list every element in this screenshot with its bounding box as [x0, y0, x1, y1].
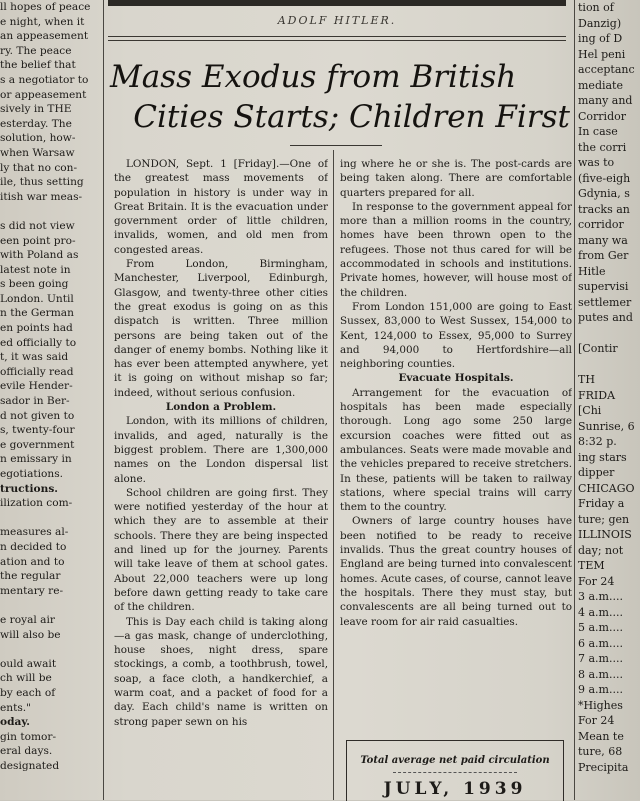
- circulation-month: JULY, 1939: [383, 779, 527, 799]
- circulation-divider: [393, 772, 517, 773]
- paragraph: LONDON, Sept. 1 [Friday].—One of the greatest mass movements of population in history is under way in Great Britain. It is the evacuation under government order of little children, invalids, women, and old men from congested areas.: [114, 158, 328, 256]
- paragraph: Owners of large country houses have been notified to be ready to receive invalids. Thus the great country houses of England are being turned into convalescent homes. Acute cases, of course, cannot leave the hospitals. There they must stay, but convalescents are all being turned out to leave room for air raid casualties.: [340, 515, 572, 628]
- fragment-line: ents.": [0, 701, 32, 714]
- photo-bottom-edge: [108, 0, 566, 6]
- fragment-line: e night, when it: [0, 15, 85, 28]
- fragment-line: ch will be: [0, 672, 52, 685]
- headline-line-2: Cities Starts; Children First: [133, 99, 570, 135]
- fragment-line: tracks an: [578, 202, 630, 216]
- fragment-line: sador in Ber-: [0, 395, 70, 408]
- fragment-line: the belief that: [0, 59, 76, 72]
- fragment-line: 6 a.m....: [578, 636, 623, 650]
- fragment-line: Hel peni: [578, 47, 626, 61]
- fragment-line: Friday a: [578, 497, 625, 510]
- fragment-line: *Highes: [578, 698, 623, 712]
- subheading-london: London a Problem.: [165, 401, 277, 414]
- article-column-1: [114, 157, 328, 800]
- fragment-line: 8:32 p.: [578, 435, 617, 448]
- fragment-line: 8 a.m....: [578, 667, 623, 681]
- fragment-line: TH: [578, 373, 595, 386]
- fragment-line: een point pro-: [0, 234, 76, 247]
- fragment-line: with Poland as: [0, 249, 79, 262]
- fragment-line: putes and: [578, 311, 633, 324]
- fragment-line: n decided to: [0, 540, 67, 553]
- fragment-line: Corridor: [578, 109, 626, 123]
- paragraph: Arrangement for the evacuation of hospitals has been made especially thorough. Long ago some 250 large excursion coaches were fitted out as ambulances. Seats were made movable and the vehicles prepared to receive stretchers. In these, patients will be taken to railway stations, where special trains will carry them to the country.: [340, 386, 572, 514]
- fragment-line: mediate: [578, 78, 623, 92]
- paragraph: In response to the government appeal for more than a million rooms in the country, homes have been thrown open to the refugees. Those not thus cared for will be accommodated in schools and institutions. Private homes, however, will house most of the children.: [340, 200, 572, 299]
- fragment-line: TEM: [578, 559, 605, 572]
- paragraph: This is Day each child is taking along—a gas mask, change of underclothing, house shoes, night dress, spare stockings, a comb, a toothbrush, towel, soap, a face cloth, a handkerchief, a warm coat, and a packet of food for a day. Each child's name is written on strong paper sewn on his: [114, 615, 328, 728]
- fragment-line: s did not view: [0, 219, 75, 232]
- fragment-line: n the German: [0, 307, 74, 320]
- paragraph: School children are going first. They were notified yesterday of the hour at which they are to assemble at their schools. There they are being inspected and lined up for the journey. Parents will take leave of them at school gates. About 22,000 teachers were up long before dawn getting ready to take care of the children.: [114, 486, 328, 614]
- fragment-line: from Ger: [578, 249, 629, 262]
- caption-rule: [108, 36, 566, 37]
- fragment-line: s, twenty-four: [0, 424, 75, 437]
- right-fragment-column: [578, 0, 640, 800]
- fragment-line: designated: [0, 759, 60, 772]
- photo-caption: ADOLF HITLER.: [277, 14, 397, 27]
- fragment-line: London. Until: [0, 292, 74, 305]
- column-rule-middle: [333, 150, 334, 800]
- fragment-line: settlemer: [578, 295, 632, 309]
- fragment-line: Gdynia, s: [578, 187, 630, 200]
- left-fragment-column: [0, 0, 96, 800]
- fragment-line: will also be: [0, 628, 61, 641]
- headline-line-1: Mass Exodus from British: [110, 59, 517, 95]
- fragment-line: [0, 204, 96, 219]
- fragment-line: ation and to: [0, 555, 65, 568]
- fragment-line: Precipita: [578, 760, 629, 774]
- fragment-line: latest note in: [0, 263, 71, 276]
- fragment-line: ILLINOIS: [578, 528, 632, 541]
- fragment-line: tion of: [578, 1, 614, 14]
- fragment-line: officially read: [0, 365, 74, 378]
- fragment-line: or appeasement: [0, 88, 87, 101]
- fragment-line: Danzig): [578, 16, 622, 30]
- article-column-2: [340, 157, 572, 727]
- circulation-box: [346, 740, 564, 801]
- fragment-line: an appeasement: [0, 30, 89, 43]
- fragment-line: [0, 642, 96, 657]
- fragment-line: For 24: [578, 714, 615, 727]
- paragraph: From London, Birmingham, Manchester, Liverpool, Edinburgh, Glasgow, and twenty-three other cities the great exodus is going on as this dispatch is written. Three million persons are being taken out of the danger of enemy bombs. Nothing like it has ever been attempted anywhere, yet it is going on without mishap so far; indeed, without serious confusion.: [114, 258, 328, 399]
- fragment-line: acceptanc: [578, 63, 635, 76]
- fragment-line: [0, 598, 96, 613]
- fragment-line: ing of D: [578, 32, 623, 45]
- fragment-line: the regular: [0, 570, 61, 583]
- fragment-line: gin tomor-: [0, 730, 57, 743]
- fragment-line: (five-eigh: [578, 171, 631, 185]
- fragment-line: the corri: [578, 140, 627, 154]
- fragment-line: ture, 68: [578, 745, 623, 758]
- paragraph: ing where he or she is. The post-cards are being taken along. There are comfortable quarters prepared for all.: [340, 158, 572, 199]
- column-rule-right: [574, 0, 575, 800]
- fragment-line: tructions.: [0, 482, 58, 495]
- fragment-line: n emissary in: [0, 453, 72, 466]
- fragment-line: supervisi: [578, 280, 629, 293]
- fragment-line: For 24: [578, 574, 615, 588]
- fragment-line: t, it was said: [0, 351, 69, 364]
- fragment-line: eral days.: [0, 745, 53, 758]
- fragment-line: ly that no con-: [0, 161, 78, 174]
- fragment-line: day; not: [578, 543, 624, 557]
- fragment-line: ilization com-: [0, 497, 73, 510]
- fragment-line: ing stars: [578, 450, 627, 464]
- fragment-line: Sunrise, 6: [578, 419, 635, 433]
- fragment-line: e government: [0, 438, 75, 451]
- fragment-line: sively in THE: [0, 103, 72, 116]
- headline-rule: [290, 145, 382, 146]
- fragment-line: [0, 511, 96, 526]
- fragment-line: Mean te: [578, 729, 624, 743]
- fragment-line: ll hopes of peace: [0, 1, 91, 13]
- fragment-line: [Chi: [578, 404, 602, 417]
- fragment-line: 4 a.m....: [578, 605, 623, 619]
- paragraph: From London 151,000 are going to East Sussex, 83,000 to West Sussex, 154,000 to Kent, 124,000 to Essex, 95,000 to Surrey and 94,000 to Hertfordshire—all neighboring counties.: [340, 300, 572, 371]
- fragment-line: many and: [578, 94, 633, 107]
- fragment-line: itish war meas-: [0, 190, 83, 203]
- fragment-line: corridor: [578, 218, 624, 231]
- fragment-line: 5 a.m....: [578, 621, 623, 634]
- fragment-line: when Warsaw: [0, 146, 75, 159]
- fragment-line: dipper: [578, 466, 615, 479]
- fragment-line: ture; gen: [578, 512, 630, 526]
- fragment-line: 7 a.m....: [578, 652, 623, 665]
- fragment-line: ould await: [0, 657, 57, 670]
- fragment-line: [Contir: [578, 342, 618, 355]
- fragment-line: [578, 357, 640, 373]
- fragment-line: measures al-: [0, 526, 69, 539]
- paragraph: London, with its millions of children, invalids, and aged, naturally is the biggest problem. There are 1,300,000 names on the London dispersal list alone.: [114, 415, 328, 485]
- fragment-line: s a negotiator to: [0, 73, 89, 86]
- fragment-line: was to: [578, 156, 615, 169]
- fragment-line: ile, thus setting: [0, 176, 84, 189]
- column-rule-left: [103, 0, 104, 800]
- fragment-line: by each of: [0, 686, 56, 699]
- fragment-line: ed officially to: [0, 336, 77, 349]
- circulation-title: Total average net paid circulation: [360, 755, 550, 766]
- fragment-line: s been going: [0, 278, 69, 291]
- fragment-line: evile Hender-: [0, 380, 73, 393]
- fragment-line: d not given to: [0, 409, 75, 422]
- fragment-line: Hitle: [578, 264, 606, 278]
- fragment-line: In case: [578, 125, 618, 138]
- fragment-line: 3 a.m....: [578, 590, 623, 603]
- fragment-line: CHICAGO: [578, 481, 635, 495]
- fragment-line: mentary re-: [0, 584, 64, 597]
- fragment-line: solution, how-: [0, 132, 76, 145]
- fragment-line: en points had: [0, 322, 73, 335]
- caption-rule-2: [108, 40, 566, 41]
- fragment-line: FRIDA: [578, 388, 616, 402]
- fragment-line: many wa: [578, 233, 628, 247]
- fragment-line: [578, 326, 640, 342]
- fragment-line: oday.: [0, 716, 30, 729]
- fragment-line: egotiations.: [0, 468, 64, 480]
- subheading-hospitals: Evacuate Hospitals.: [398, 372, 514, 385]
- fragment-line: ry. The peace: [0, 44, 72, 57]
- fragment-line: e royal air: [0, 613, 55, 626]
- fragment-line: 9 a.m....: [578, 683, 623, 696]
- fragment-line: esterday. The: [0, 117, 72, 130]
